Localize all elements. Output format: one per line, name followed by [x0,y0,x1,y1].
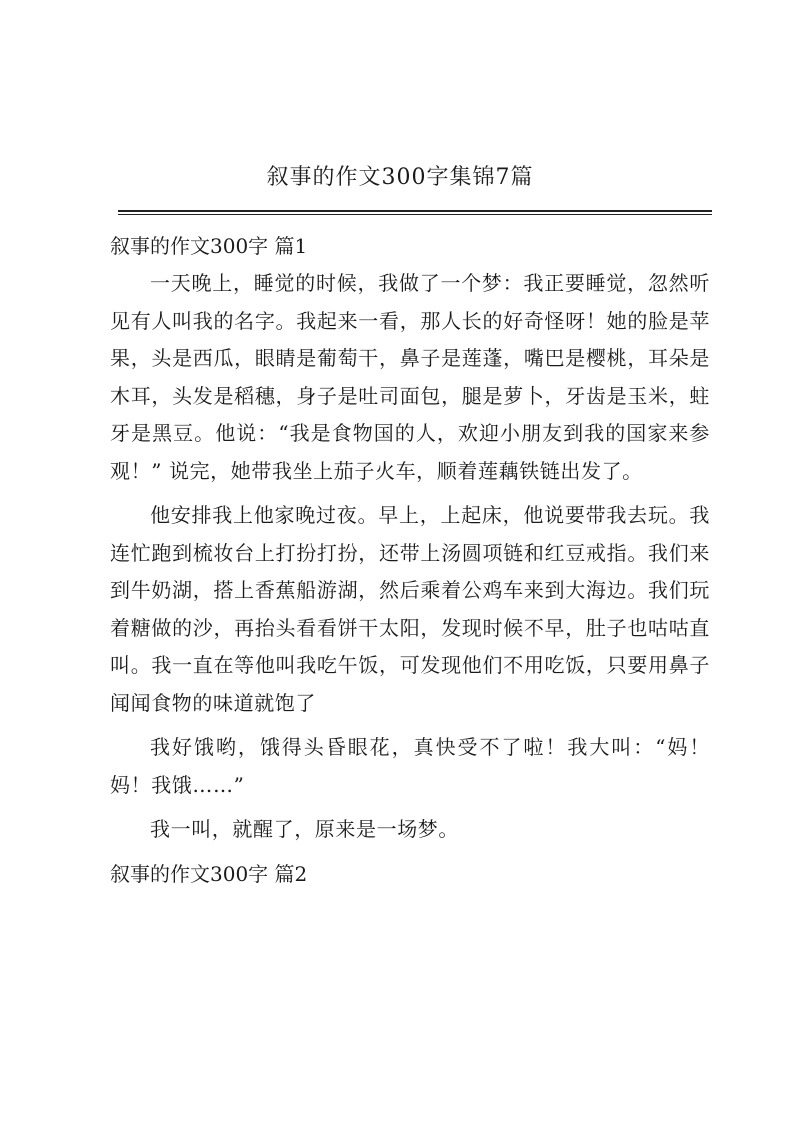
paragraph: 他安排我上他家晚过夜。早上，上起床，他说要带我去玩。我连忙跑到梳妆台上打扮打扮，还带上汤圆项链和红豆戒指。我们来到牛奶湖，搭上香蕉船游湖，然后乘着公鸡车来到大海边。我们玩着糖做的沙，再抬头看看饼干太阳，发现时候不早，肚子也咕咕直叫。我一直在等他叫我吃午饭，可发现他们不用吃饭，只要用鼻子闻闻食物的味道就饱了 [110,503,710,715]
paragraph: 我一叫，就醒了，原来是一场梦。 [150,817,459,841]
paragraph: 一天晚上，睡觉的时候，我做了一个梦：我正要睡觉，忽然听见有人叫我的名字。我起来一看，那人长的好奇怪呀！她的脸是苹果，头是西瓜，眼睛是葡萄干，鼻子是莲蓬，嘴巴是樱桃，耳朵是木耳，头发是稻穗，身子是吐司面包，腿是萝卜，牙齿是玉米，蛀牙是黑豆。他说：“我是食物国的人，欢迎小朋友到我的国家来参观！” 说完，她带我坐上茄子火车，顺着莲藕铁链出发了。 [110,271,710,483]
section-heading: 叙事的作文300字 篇2 [110,861,308,886]
page-title: 叙事的作文300字集锦7篇 [266,165,534,190]
title-divider [118,210,712,215]
paragraph: 我好饿哟，饿得头昏眼花，真快受不了啦！我大叫：“妈！妈！我饿……” [110,735,710,797]
document-body [110,228,710,893]
section-heading: 叙事的作文300字 篇1 [110,234,308,258]
